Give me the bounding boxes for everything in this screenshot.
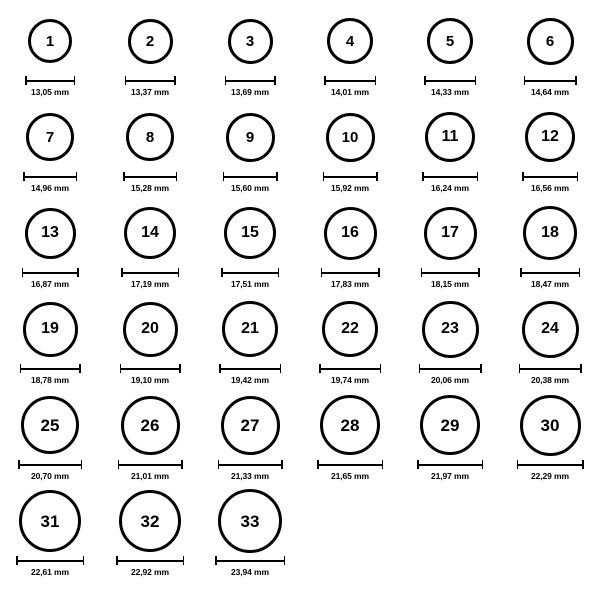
ring-size-cell [0, 8, 100, 104]
dimension-tick-right [77, 268, 79, 277]
ring-circle-wrap [326, 104, 375, 170]
dimension-tick-right [579, 268, 581, 277]
ring-circle-wrap [322, 296, 378, 362]
dimension-line [221, 268, 279, 277]
ring-size-label: 7 [45, 128, 55, 146]
dimension-bar [319, 368, 381, 370]
ring-size-label: 32 [140, 511, 160, 531]
ring-size-cell [100, 296, 200, 392]
dimension-tick-right [477, 172, 479, 181]
ring-size-label: 13 [41, 224, 59, 241]
dimension-line [118, 460, 183, 469]
ring-size-label: 16 [341, 224, 359, 241]
dimension-tick-right [380, 364, 382, 373]
dimension-bar [25, 80, 75, 82]
ring-size-label: 9 [245, 128, 255, 146]
ring-size-label: 5 [445, 32, 455, 50]
dimension-bar [524, 80, 577, 82]
diameter-value: 19,42 mm [231, 375, 269, 385]
ring-size-cell [500, 104, 600, 200]
dimension-line [319, 364, 381, 373]
ring-circle-icon [226, 113, 275, 162]
diameter-value: 14,33 mm [431, 87, 469, 97]
ring-size-label: 33 [240, 511, 260, 531]
ring-size-cell [200, 104, 300, 200]
dimension-line [125, 76, 176, 85]
ring-circle-icon [123, 302, 178, 357]
ring-circle-wrap [26, 104, 74, 170]
ring-circle-icon [322, 301, 378, 357]
ring-size-cell [0, 296, 100, 392]
ring-circle-icon [23, 302, 78, 357]
ring-circle-icon [126, 113, 174, 161]
dimension-tick-right [580, 364, 582, 373]
ring-size-label: 22 [341, 320, 359, 337]
ring-size-label: 30 [540, 415, 560, 435]
dimension-line [23, 172, 77, 181]
ring-size-label: 12 [541, 128, 559, 145]
dimension-tick-right [81, 460, 83, 469]
ring-size-cell [300, 200, 400, 296]
dimension-tick-left [319, 364, 321, 373]
ring-circle-wrap [522, 296, 579, 362]
dimension-bar [421, 272, 480, 274]
dimension-tick-right [183, 556, 185, 565]
dimension-tick-left [116, 556, 118, 565]
diameter-value: 17,19 mm [131, 279, 169, 289]
ring-size-label: 3 [245, 32, 255, 50]
ring-size-label: 21 [241, 320, 259, 337]
dimension-tick-left [22, 268, 24, 277]
dimension-tick-left [121, 268, 123, 277]
dimension-bar [419, 368, 482, 370]
ring-size-label: 1 [45, 32, 55, 50]
ring-circle-wrap [123, 296, 178, 362]
dimension-tick-right [475, 76, 477, 85]
dimension-line [215, 556, 285, 565]
ring-size-cell [0, 488, 100, 584]
dimension-tick-right [280, 364, 282, 373]
dimension-tick-left [23, 172, 25, 181]
dimension-bar [23, 176, 77, 178]
ring-size-cell [0, 392, 100, 488]
dimension-tick-right [376, 172, 378, 181]
ring-size-cell [500, 296, 600, 392]
ring-size-cell [100, 8, 200, 104]
dimension-line [421, 268, 480, 277]
dimension-line [120, 364, 181, 373]
dimension-tick-left [223, 172, 225, 181]
diameter-value: 14,96 mm [31, 183, 69, 193]
diameter-value: 21,65 mm [331, 471, 369, 481]
diameter-value: 20,06 mm [431, 375, 469, 385]
dimension-tick-right [176, 172, 178, 181]
diameter-value: 23,94 mm [231, 567, 269, 577]
dimension-line [317, 460, 383, 469]
ring-size-cell [300, 8, 400, 104]
dimension-bar [218, 464, 283, 466]
ring-circle-icon [326, 113, 375, 162]
dimension-line [321, 268, 380, 277]
ring-circle-wrap [523, 200, 577, 266]
dimension-bar [120, 368, 181, 370]
diameter-value: 21,33 mm [231, 471, 269, 481]
diameter-value: 16,87 mm [31, 279, 69, 289]
dimension-tick-right [284, 556, 286, 565]
dimension-bar [324, 80, 376, 82]
ring-size-label: 2 [145, 32, 155, 50]
ring-size-label: 4 [345, 32, 355, 50]
ring-circle-icon [523, 206, 577, 260]
dimension-bar [522, 176, 578, 178]
ring-circle-wrap [25, 200, 76, 266]
dimension-tick-left [219, 364, 221, 373]
diameter-value: 21,97 mm [431, 471, 469, 481]
dimension-bar [22, 272, 79, 274]
ring-size-label: 15 [241, 224, 259, 241]
ring-circle-icon [128, 19, 173, 64]
dimension-tick-right [378, 268, 380, 277]
diameter-value: 13,69 mm [231, 87, 269, 97]
ring-size-cell [300, 104, 400, 200]
dimension-tick-left [324, 76, 326, 85]
ring-size-label: 10 [341, 128, 359, 146]
diameter-value: 15,92 mm [331, 183, 369, 193]
dimension-tick-left [125, 76, 127, 85]
diameter-value: 17,51 mm [231, 279, 269, 289]
ring-circle-wrap [520, 392, 581, 458]
ring-circle-icon [522, 301, 579, 358]
dimension-tick-left [120, 364, 122, 373]
ring-size-label: 28 [340, 415, 360, 435]
ring-size-label: 11 [441, 128, 459, 145]
ring-circle-icon [420, 395, 480, 455]
dimension-bar [321, 272, 380, 274]
dimension-line [524, 76, 577, 85]
diameter-value: 22,61 mm [31, 567, 69, 577]
dimension-tick-right [582, 460, 584, 469]
ring-size-cell [200, 488, 300, 584]
ring-size-label: 27 [240, 415, 260, 435]
dimension-tick-left [218, 460, 220, 469]
dimension-bar [424, 80, 476, 82]
ring-size-cell [200, 392, 300, 488]
diameter-value: 20,70 mm [31, 471, 69, 481]
ring-circle-icon [320, 395, 380, 455]
ring-circle-icon [527, 18, 574, 65]
diameter-value: 15,28 mm [131, 183, 169, 193]
diameter-value: 18,15 mm [431, 279, 469, 289]
ring-circle-wrap [128, 8, 173, 74]
dimension-bar [219, 368, 281, 370]
ring-size-cell [500, 392, 600, 488]
dimension-tick-right [382, 460, 384, 469]
ring-size-cell [500, 200, 600, 296]
ring-size-label: 8 [145, 128, 155, 146]
dimension-bar [123, 176, 177, 178]
ring-circle-icon [218, 489, 282, 553]
ring-circle-icon [327, 18, 373, 64]
dimension-line [517, 460, 584, 469]
dimension-line [116, 556, 184, 565]
ring-size-cell [0, 104, 100, 200]
dimension-bar [417, 464, 483, 466]
ring-circle-wrap [19, 488, 81, 554]
ring-circle-wrap [425, 104, 475, 170]
dimension-line [25, 76, 75, 85]
ring-size-cell [400, 200, 500, 296]
dimension-bar [517, 464, 584, 466]
diameter-value: 13,37 mm [131, 87, 169, 97]
ring-circle-wrap [527, 8, 574, 74]
dimension-tick-left [524, 76, 526, 85]
ring-circle-wrap [119, 488, 181, 554]
dimension-tick-right [178, 268, 180, 277]
ring-size-cell [100, 392, 200, 488]
ring-circle-wrap [525, 104, 575, 170]
ring-circle-icon [222, 301, 278, 357]
ring-size-label: 26 [140, 415, 160, 435]
diameter-value: 18,78 mm [31, 375, 69, 385]
diameter-value: 20,38 mm [531, 375, 569, 385]
dimension-tick-left [123, 172, 125, 181]
dimension-tick-left [118, 460, 120, 469]
dimension-tick-left [215, 556, 217, 565]
dimension-line [422, 172, 478, 181]
ring-size-cell [200, 8, 300, 104]
ring-circle-icon [424, 207, 477, 260]
ring-circle-icon [228, 19, 273, 64]
ring-circle-icon [422, 301, 479, 358]
dimension-line [417, 460, 483, 469]
ring-circle-icon [121, 396, 180, 455]
dimension-bar [20, 368, 81, 370]
dimension-tick-right [76, 172, 78, 181]
diameter-value: 22,29 mm [531, 471, 569, 481]
dimension-line [22, 268, 79, 277]
ring-size-cell [500, 8, 600, 104]
ring-circle-icon [26, 113, 74, 161]
ring-circle-wrap [228, 8, 273, 74]
ring-size-cell [400, 104, 500, 200]
ring-circle-wrap [424, 200, 477, 266]
ring-circle-icon [124, 207, 176, 259]
dimension-tick-left [20, 364, 22, 373]
ring-circle-wrap [126, 104, 174, 170]
dimension-line [218, 460, 283, 469]
diameter-value: 13,05 mm [31, 87, 69, 97]
diameter-value: 15,60 mm [231, 183, 269, 193]
dimension-tick-left [520, 268, 522, 277]
dimension-tick-right [179, 364, 181, 373]
diameter-value: 19,74 mm [331, 375, 369, 385]
dimension-tick-left [225, 76, 227, 85]
ring-size-cell [0, 200, 100, 296]
ring-circle-wrap [121, 392, 180, 458]
ring-circle-wrap [226, 104, 275, 170]
dimension-tick-left [419, 364, 421, 373]
dimension-line [424, 76, 476, 85]
ring-circle-icon [25, 208, 76, 259]
diameter-value: 22,92 mm [131, 567, 169, 577]
ring-circle-wrap [23, 296, 78, 362]
ring-size-cell [400, 296, 500, 392]
ring-size-cell [100, 104, 200, 200]
dimension-tick-right [482, 460, 484, 469]
dimension-tick-right [577, 172, 579, 181]
ring-circle-icon [520, 395, 581, 456]
ring-circle-wrap [320, 392, 380, 458]
ring-circle-wrap [222, 296, 278, 362]
ring-size-label: 17 [441, 224, 459, 241]
dimension-line [323, 172, 378, 181]
diameter-value: 21,01 mm [131, 471, 169, 481]
ring-size-cell [200, 296, 300, 392]
dimension-tick-right [74, 76, 76, 85]
ring-size-cell [300, 296, 400, 392]
dimension-line [324, 76, 376, 85]
ring-circle-wrap [28, 8, 72, 74]
dimension-bar [422, 176, 478, 178]
dimension-bar [118, 464, 183, 466]
ring-size-cell [400, 8, 500, 104]
ring-circle-icon [427, 18, 473, 64]
ring-circle-wrap [427, 8, 473, 74]
ring-size-label: 6 [545, 32, 555, 50]
dimension-tick-right [174, 76, 176, 85]
ring-circle-icon [324, 207, 377, 260]
diameter-value: 17,83 mm [331, 279, 369, 289]
dimension-bar [223, 176, 278, 178]
ring-size-cell [200, 200, 300, 296]
ring-circle-wrap [327, 8, 373, 74]
ring-size-cell [100, 488, 200, 584]
dimension-line [225, 76, 276, 85]
dimension-bar [18, 464, 82, 466]
ring-size-label: 25 [40, 415, 60, 435]
dimension-line [219, 364, 281, 373]
diameter-value: 14,01 mm [331, 87, 369, 97]
dimension-bar [215, 560, 285, 562]
ring-size-label: 14 [141, 224, 159, 241]
dimension-tick-right [575, 76, 577, 85]
dimension-bar [116, 560, 184, 562]
dimension-tick-right [281, 460, 283, 469]
ring-size-label: 24 [541, 320, 559, 337]
dimension-line [16, 556, 84, 565]
ring-size-label: 18 [541, 224, 559, 241]
dimension-bar [317, 464, 383, 466]
dimension-line [520, 268, 580, 277]
diameter-value: 19,10 mm [131, 375, 169, 385]
dimension-tick-right [79, 364, 81, 373]
diameter-value: 16,24 mm [431, 183, 469, 193]
ring-circle-icon [21, 396, 79, 454]
dimension-bar [16, 560, 84, 562]
dimension-line [123, 172, 177, 181]
ring-size-label: 19 [41, 320, 59, 337]
dimension-line [121, 268, 179, 277]
dimension-bar [520, 272, 580, 274]
dimension-tick-right [181, 460, 183, 469]
dimension-line [419, 364, 482, 373]
dimension-line [223, 172, 278, 181]
ring-size-label: 23 [441, 320, 459, 337]
dimension-tick-left [221, 268, 223, 277]
ring-circle-wrap [21, 392, 79, 458]
dimension-tick-left [16, 556, 18, 565]
dimension-bar [225, 80, 276, 82]
dimension-tick-left [519, 364, 521, 373]
ring-size-cell [300, 392, 400, 488]
dimension-tick-left [517, 460, 519, 469]
dimension-line [20, 364, 81, 373]
dimension-bar [519, 368, 582, 370]
diameter-value: 14,64 mm [531, 87, 569, 97]
ring-circle-icon [119, 490, 181, 552]
ring-circle-wrap [221, 392, 280, 458]
dimension-tick-right [478, 268, 480, 277]
dimension-tick-left [25, 76, 27, 85]
dimension-tick-left [522, 172, 524, 181]
ring-circle-wrap [218, 488, 282, 554]
diameter-value: 16,56 mm [531, 183, 569, 193]
dimension-tick-left [317, 460, 319, 469]
dimension-tick-right [375, 76, 377, 85]
dimension-tick-left [421, 268, 423, 277]
dimension-tick-left [422, 172, 424, 181]
dimension-bar [125, 80, 176, 82]
ring-size-label: 20 [141, 320, 159, 337]
dimension-bar [121, 272, 179, 274]
ring-size-label: 31 [40, 511, 60, 531]
ring-circle-wrap [224, 200, 276, 266]
dimension-bar [323, 176, 378, 178]
dimension-line [18, 460, 82, 469]
dimension-tick-left [18, 460, 20, 469]
dimension-bar [221, 272, 279, 274]
dimension-tick-right [276, 172, 278, 181]
dimension-tick-left [417, 460, 419, 469]
dimension-tick-left [321, 268, 323, 277]
ring-circle-wrap [324, 200, 377, 266]
ring-circle-icon [224, 207, 276, 259]
ring-circle-icon [425, 112, 475, 162]
ring-circle-wrap [422, 296, 479, 362]
ring-size-cell [400, 392, 500, 488]
ring-circle-icon [221, 396, 280, 455]
ring-circle-icon [28, 19, 72, 63]
ring-circle-icon [19, 490, 81, 552]
ring-circle-icon [525, 112, 575, 162]
ring-circle-wrap [420, 392, 480, 458]
dimension-tick-right [278, 268, 280, 277]
ring-circle-wrap [124, 200, 176, 266]
ring-size-label: 29 [440, 415, 460, 435]
dimension-tick-right [274, 76, 276, 85]
dimension-line [522, 172, 578, 181]
diameter-value: 18,47 mm [531, 279, 569, 289]
dimension-tick-right [83, 556, 85, 565]
dimension-line [519, 364, 582, 373]
ring-size-cell [100, 200, 200, 296]
dimension-tick-left [323, 172, 325, 181]
dimension-tick-right [480, 364, 482, 373]
dimension-tick-left [424, 76, 426, 85]
